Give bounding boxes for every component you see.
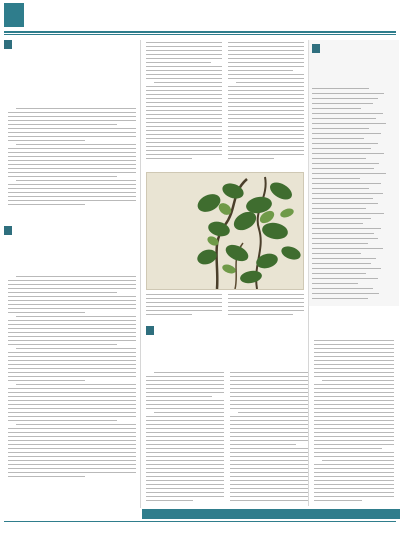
issue-line xyxy=(326,13,396,21)
paper-name xyxy=(27,6,131,20)
column-tag xyxy=(312,44,320,53)
column-tag xyxy=(4,226,12,235)
story-body xyxy=(8,276,136,504)
promo-bar xyxy=(142,509,400,519)
issue-info xyxy=(326,5,396,21)
story-subtitle xyxy=(28,84,128,94)
feature-body xyxy=(230,372,308,504)
column-divider xyxy=(140,40,141,508)
masthead-rule xyxy=(4,31,396,33)
column-divider xyxy=(308,306,309,506)
vine-leaves-illustration xyxy=(147,173,303,289)
feature-body xyxy=(146,372,224,504)
column-tag xyxy=(146,326,154,335)
masthead-rule xyxy=(4,34,396,35)
sidebar-title xyxy=(312,64,396,80)
byline xyxy=(200,360,240,368)
section-title xyxy=(152,5,248,27)
footer-rule xyxy=(4,521,396,522)
story-body xyxy=(146,42,222,168)
sidebar-poem xyxy=(312,88,394,302)
byline xyxy=(55,264,95,272)
masthead xyxy=(0,0,400,36)
vine-leaves-photo xyxy=(146,172,304,290)
story-body xyxy=(228,294,304,318)
story-title xyxy=(28,60,128,82)
column-tag xyxy=(4,40,12,49)
story-title xyxy=(20,244,135,260)
feature-body xyxy=(314,340,394,504)
story-body xyxy=(228,42,304,168)
publication-footer xyxy=(4,524,396,534)
story-body xyxy=(8,108,136,214)
byline xyxy=(60,96,100,104)
issue-line xyxy=(326,5,396,13)
page-number xyxy=(4,3,24,27)
story-body xyxy=(146,294,222,318)
feature-title xyxy=(146,338,296,356)
